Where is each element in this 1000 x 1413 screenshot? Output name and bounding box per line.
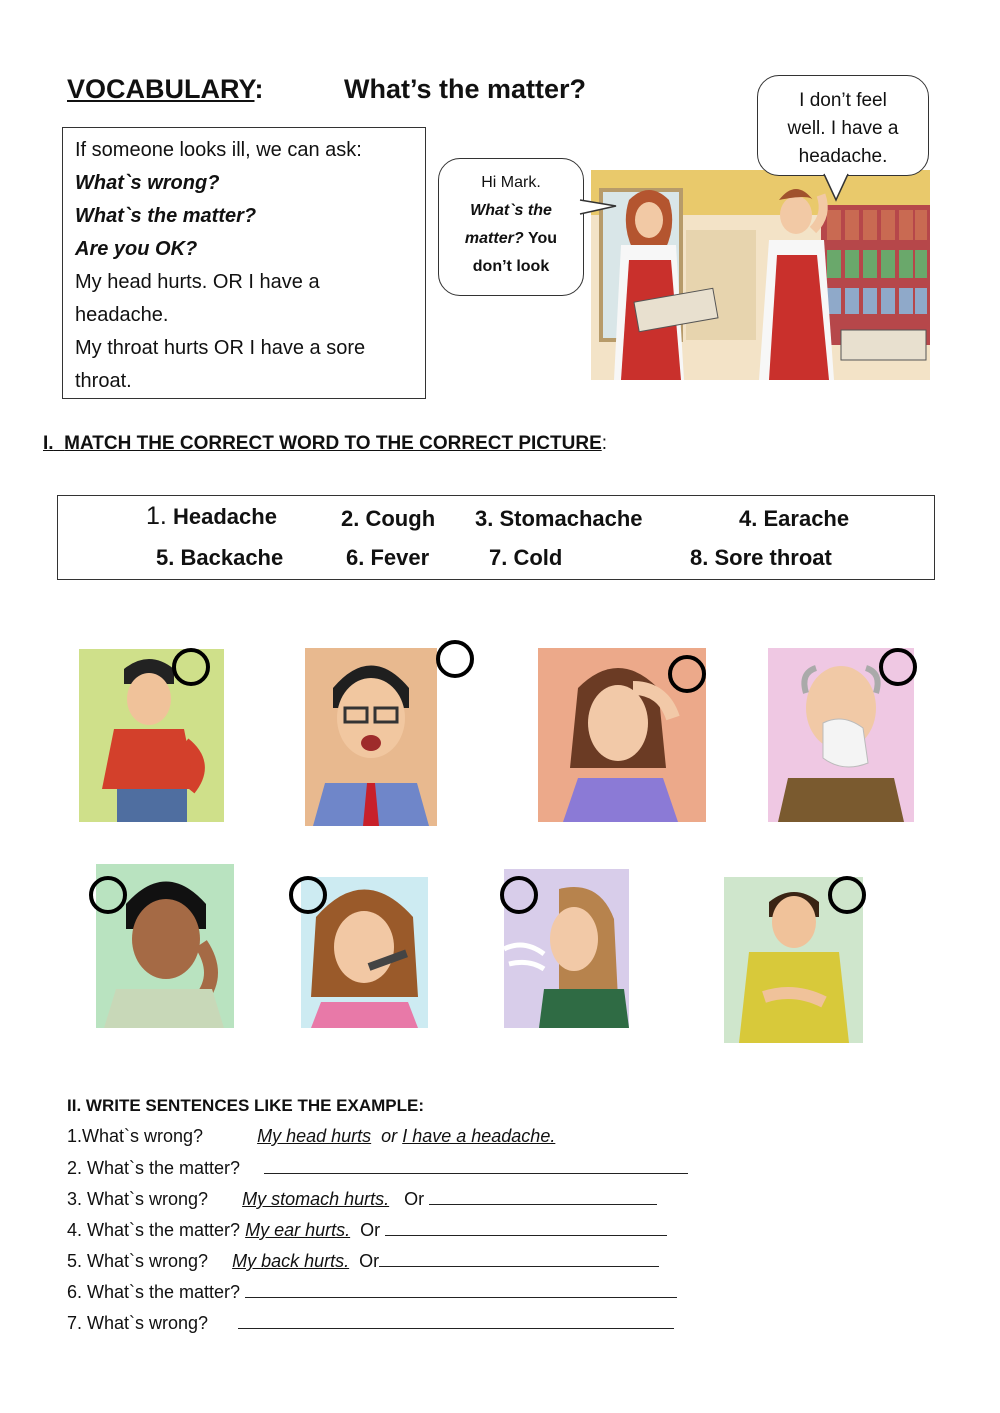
answer-blank-2[interactable]	[264, 1157, 688, 1174]
answer-circle-6[interactable]	[289, 876, 327, 914]
word-8: 8. Sore throat	[690, 545, 832, 570]
sentence-4: 4. What`s the matter? My ear hurts. Or	[67, 1219, 667, 1241]
sentence-1: 1.What`s wrong? My head hurts or I have a headache.	[67, 1126, 556, 1146]
word-bank	[57, 495, 935, 580]
info-intro: If someone looks ill, we can ask:	[75, 139, 362, 161]
sentence-6: 6. What`s the matter?	[67, 1281, 677, 1303]
speech-bubble-left: Hi Mark. What`s the matter? You don’t look	[438, 158, 584, 296]
sentence-2: 2. What`s the matter?	[67, 1157, 688, 1179]
answer-circle-7[interactable]	[500, 876, 538, 914]
sentence-7: 7. What`s wrong?	[67, 1312, 674, 1334]
word-5: 5. Backache	[156, 545, 284, 570]
speech-bubble-left-tail	[578, 196, 618, 220]
answer-circle-5[interactable]	[89, 876, 127, 914]
answer-circle-1[interactable]	[172, 648, 210, 686]
word-4: 4. Earache	[739, 506, 850, 531]
info-example-2b: throat.	[75, 370, 132, 392]
speech-bubble-right: I don’t feel well. I have a headache.	[757, 75, 929, 176]
answer-blank-7[interactable]	[238, 1312, 674, 1329]
shop-scene-illustration	[591, 170, 930, 380]
answer-circle-3[interactable]	[668, 655, 706, 693]
speech-bubble-right-tail	[822, 172, 852, 202]
word-2: 2. Cough	[341, 506, 436, 531]
info-example-1b: headache.	[75, 304, 169, 326]
sentence-3: 3. What`s wrong? My stomach hurts. Or	[67, 1188, 657, 1210]
answer-blank-6[interactable]	[245, 1281, 677, 1298]
word-7: 7. Cold	[489, 545, 563, 570]
vocabulary-heading: VOCABULARY:	[67, 74, 264, 104]
sentence-5: 5. What`s wrong? My back hurts. Or	[67, 1250, 659, 1272]
section-1-heading: I. MATCH THE CORRECT WORD TO THE CORRECT PICTURE:	[43, 433, 608, 454]
page-title: What’s the matter?	[344, 74, 587, 104]
info-example-2a: My throat hurts OR I have a sore	[75, 337, 366, 359]
info-question-1: What`s wrong?	[75, 172, 220, 194]
word-6: 6. Fever	[346, 545, 430, 570]
answer-circle-2[interactable]	[436, 640, 474, 678]
info-question-2: What`s the matter?	[75, 205, 257, 227]
vocabulary-box	[62, 127, 426, 399]
word-1: 1. Headache	[146, 502, 277, 530]
info-question-3: Are you OK?	[75, 238, 198, 260]
answer-blank-4[interactable]	[385, 1219, 667, 1236]
answer-circle-4[interactable]	[879, 648, 917, 686]
answer-blank-3[interactable]	[429, 1188, 657, 1205]
picture-sore-throat	[305, 648, 437, 826]
answer-blank-5[interactable]	[379, 1250, 659, 1267]
word-3: 3. Stomachache	[475, 506, 643, 531]
answer-circle-8[interactable]	[828, 876, 866, 914]
info-example-1a: My head hurts. OR I have a	[75, 271, 320, 293]
section-2-heading: II. WRITE SENTENCES LIKE THE EXAMPLE:	[67, 1096, 425, 1115]
